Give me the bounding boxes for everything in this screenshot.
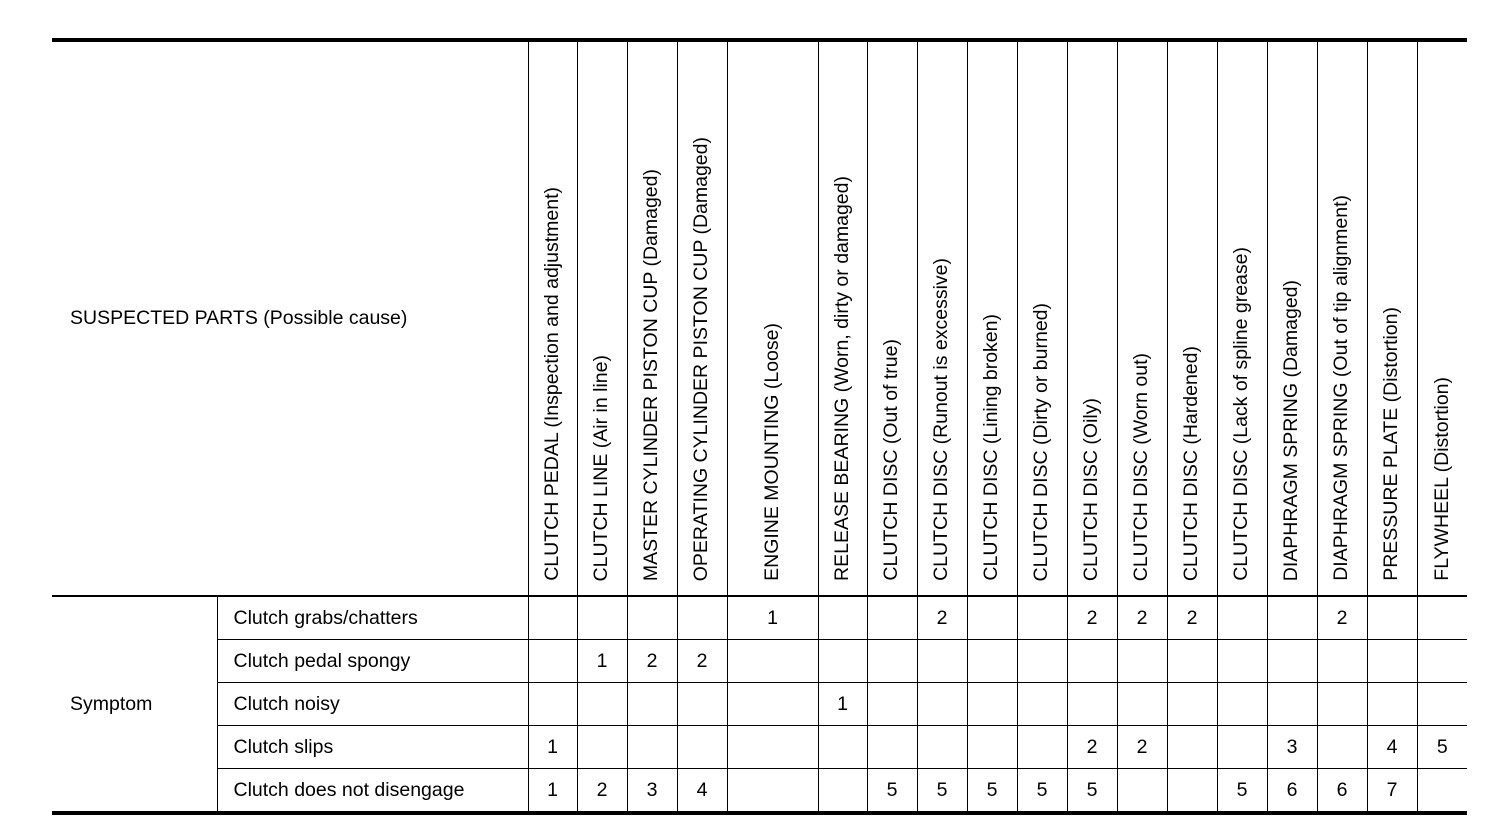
priority-cell xyxy=(917,683,967,726)
column-header-label: CLUTCH LINE (Air in line) xyxy=(590,354,613,581)
priority-cell xyxy=(1217,726,1267,769)
column-header-label: CLUTCH DISC (Out of true) xyxy=(880,339,903,581)
priority-cell xyxy=(627,596,677,640)
priority-cell: 3 xyxy=(1267,726,1317,769)
column-header-label: ENGINE MOUNTING (Loose) xyxy=(760,323,783,581)
priority-cell: 5 xyxy=(1417,726,1467,769)
priority-cell: 1 xyxy=(818,683,867,726)
priority-cell: 2 xyxy=(1117,726,1167,769)
priority-cell xyxy=(677,596,727,640)
priority-cell xyxy=(627,726,677,769)
column-header-label: PRESSURE PLATE (Distortion) xyxy=(1380,307,1403,581)
suspected-parts-title: SUSPECTED PARTS (Possible cause) xyxy=(52,40,528,596)
priority-cell xyxy=(528,596,577,640)
priority-cell xyxy=(1417,683,1467,726)
priority-cell: 6 xyxy=(1267,769,1317,814)
priority-cell: 1 xyxy=(577,640,627,683)
column-header xyxy=(818,40,867,596)
priority-cell xyxy=(627,683,677,726)
column-header xyxy=(1067,40,1117,596)
priority-cell xyxy=(677,683,727,726)
priority-cell xyxy=(1217,596,1267,640)
priority-cell xyxy=(1117,769,1167,814)
priority-cell xyxy=(867,640,917,683)
priority-cell xyxy=(577,596,627,640)
symptom-name: Clutch noisy xyxy=(217,683,528,726)
priority-cell xyxy=(577,683,627,726)
column-header-label: DIAPHRAGM SPRING (Damaged) xyxy=(1280,279,1303,581)
column-header xyxy=(867,40,917,596)
priority-cell: 4 xyxy=(677,769,727,814)
priority-cell: 7 xyxy=(1367,769,1417,814)
priority-cell: 5 xyxy=(1067,769,1117,814)
priority-cell xyxy=(967,683,1017,726)
symptom-name: Clutch pedal spongy xyxy=(217,640,528,683)
priority-cell xyxy=(1017,596,1067,640)
priority-cell xyxy=(1267,640,1317,683)
priority-cell: 2 xyxy=(627,640,677,683)
symptom-row xyxy=(52,640,1467,683)
symptom-row xyxy=(52,683,1467,726)
symptom-name: Clutch grabs/chatters xyxy=(217,596,528,640)
priority-cell xyxy=(1367,596,1417,640)
column-header xyxy=(1217,40,1267,596)
priority-cell: 1 xyxy=(528,769,577,814)
column-header-label: OPERATING CYLINDER PISTON CUP (Damaged) xyxy=(690,136,713,581)
priority-cell xyxy=(727,769,818,814)
priority-cell xyxy=(1167,726,1217,769)
priority-cell xyxy=(1417,596,1467,640)
priority-cell: 5 xyxy=(867,769,917,814)
priority-cell xyxy=(1167,640,1217,683)
column-header-label: CLUTCH DISC (Lining broken) xyxy=(980,314,1003,581)
priority-cell: 2 xyxy=(1117,596,1167,640)
priority-cell xyxy=(1367,683,1417,726)
priority-cell xyxy=(1017,640,1067,683)
priority-cell: 6 xyxy=(1317,769,1367,814)
priority-cell xyxy=(1067,683,1117,726)
priority-cell xyxy=(1317,683,1367,726)
priority-cell xyxy=(727,640,818,683)
priority-cell: 2 xyxy=(1067,726,1117,769)
priority-cell xyxy=(1317,726,1367,769)
column-header-label: FLYWHEEL (Distortion) xyxy=(1430,377,1453,581)
column-header xyxy=(967,40,1017,596)
column-header xyxy=(917,40,967,596)
priority-cell: 1 xyxy=(727,596,818,640)
priority-cell xyxy=(867,683,917,726)
symptom-row xyxy=(52,596,1467,640)
priority-cell xyxy=(1267,596,1317,640)
priority-cell: 1 xyxy=(528,726,577,769)
priority-cell: 2 xyxy=(577,769,627,814)
column-header xyxy=(1167,40,1217,596)
column-header-label: MASTER CYLINDER PISTON CUP (Damaged) xyxy=(640,168,663,581)
column-header-label: CLUTCH DISC (Oily) xyxy=(1080,397,1103,581)
priority-cell xyxy=(1217,683,1267,726)
column-header xyxy=(577,40,627,596)
column-header-label: DIAPHRAGM SPRING (Out of tip alignment) xyxy=(1330,195,1353,581)
priority-cell: 4 xyxy=(1367,726,1417,769)
priority-cell xyxy=(1167,769,1217,814)
priority-cell: 2 xyxy=(677,640,727,683)
priority-cell xyxy=(677,726,727,769)
priority-cell xyxy=(967,726,1017,769)
symptom-parts-matrix xyxy=(52,38,1467,815)
priority-cell xyxy=(818,640,867,683)
column-header-label: CLUTCH DISC (Hardened) xyxy=(1180,345,1203,581)
priority-cell: 3 xyxy=(627,769,677,814)
priority-cell: 5 xyxy=(967,769,1017,814)
priority-cell xyxy=(1217,640,1267,683)
column-header xyxy=(528,40,577,596)
symptom-name: Clutch does not disengage xyxy=(217,769,528,814)
priority-cell xyxy=(727,683,818,726)
column-header xyxy=(627,40,677,596)
priority-cell: 5 xyxy=(1217,769,1267,814)
column-header-label: CLUTCH DISC (Lack of spline grease) xyxy=(1230,247,1253,581)
priority-cell xyxy=(1367,640,1417,683)
priority-cell xyxy=(1017,683,1067,726)
column-header xyxy=(1017,40,1067,596)
priority-cell xyxy=(1417,640,1467,683)
symptom-name: Clutch slips xyxy=(217,726,528,769)
header-row xyxy=(52,40,1467,596)
column-header-label: CLUTCH PEDAL (Inspection and adjustment) xyxy=(540,187,563,581)
column-header-label: CLUTCH DISC (Runout is excessive) xyxy=(930,258,953,581)
priority-cell xyxy=(967,640,1017,683)
column-header-label: CLUTCH DISC (Dirty or burned) xyxy=(1030,302,1053,581)
priority-cell: 2 xyxy=(1167,596,1217,640)
symptom-group-label: Symptom xyxy=(52,596,217,813)
priority-cell xyxy=(818,726,867,769)
column-header xyxy=(1267,40,1317,596)
priority-cell xyxy=(1317,640,1367,683)
priority-cell xyxy=(967,596,1017,640)
column-header xyxy=(727,40,818,596)
priority-cell: 5 xyxy=(917,769,967,814)
priority-cell xyxy=(528,683,577,726)
priority-cell xyxy=(1417,769,1467,814)
priority-cell xyxy=(867,596,917,640)
priority-cell: 2 xyxy=(1317,596,1367,640)
priority-cell xyxy=(727,726,818,769)
priority-cell xyxy=(1267,683,1317,726)
column-header xyxy=(677,40,727,596)
priority-cell xyxy=(528,640,577,683)
column-header xyxy=(1367,40,1417,596)
column-header-label: RELEASE BEARING (Worn, dirty or damaged) xyxy=(830,176,853,581)
priority-cell xyxy=(818,769,867,814)
symptom-row xyxy=(52,726,1467,769)
priority-cell xyxy=(867,726,917,769)
priority-cell xyxy=(1117,683,1167,726)
priority-cell xyxy=(1017,726,1067,769)
symptom-row xyxy=(52,769,1467,814)
priority-cell xyxy=(1067,640,1117,683)
column-header xyxy=(1317,40,1367,596)
priority-cell xyxy=(577,726,627,769)
priority-cell xyxy=(818,596,867,640)
priority-cell: 2 xyxy=(1067,596,1117,640)
priority-cell: 2 xyxy=(917,596,967,640)
priority-cell xyxy=(1117,640,1167,683)
priority-cell: 5 xyxy=(1017,769,1067,814)
priority-cell xyxy=(917,726,967,769)
column-header-label: CLUTCH DISC (Worn out) xyxy=(1130,352,1153,581)
priority-cell xyxy=(917,640,967,683)
column-header xyxy=(1417,40,1467,596)
priority-cell xyxy=(1167,683,1217,726)
column-header xyxy=(1117,40,1167,596)
